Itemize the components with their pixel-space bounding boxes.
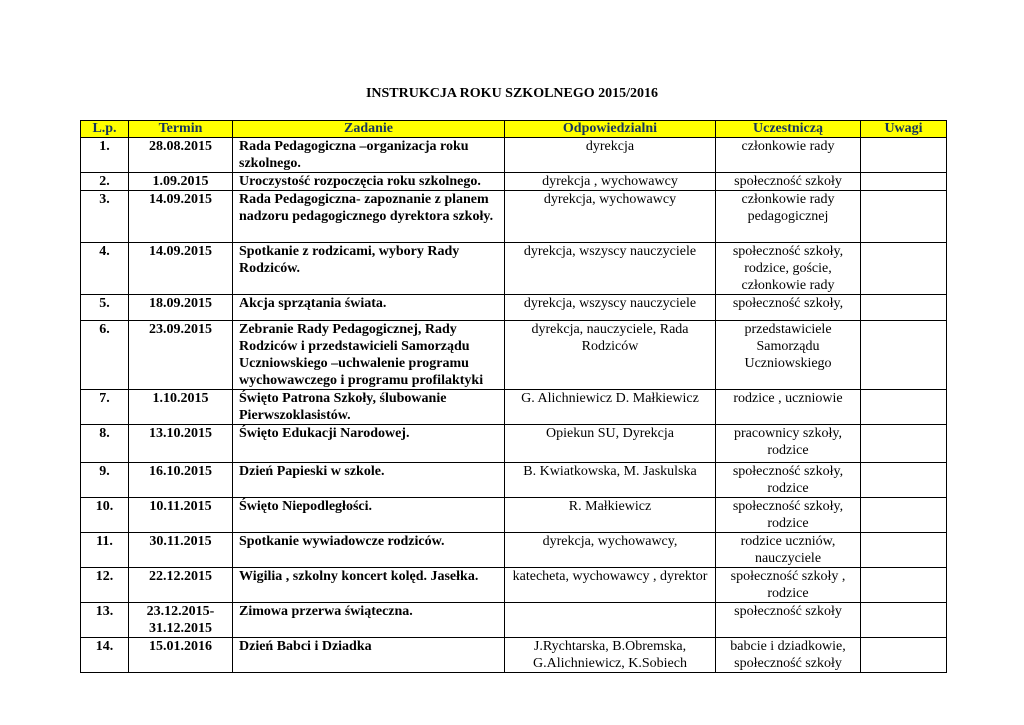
table-row: [81, 463, 947, 498]
cell-term: 28.08.2015: [129, 138, 233, 173]
cell-task: Spotkanie z rodzicami, wybory Rady Rodziców.: [233, 243, 505, 295]
cell-resp: [505, 603, 716, 638]
cell-lp: 8.: [81, 425, 129, 463]
cell-resp: katecheta, wychowawcy , dyrektor: [505, 568, 716, 603]
header-notes: Uwagi: [861, 121, 947, 138]
cell-lp: 5.: [81, 295, 129, 321]
cell-notes: [861, 638, 947, 673]
cell-task: Wigilia , szkolny koncert kolęd. Jasełka.: [233, 568, 505, 603]
cell-part: społeczność szkoły,: [716, 295, 861, 321]
cell-lp: 12.: [81, 568, 129, 603]
table-row: [81, 138, 947, 173]
cell-part: rodzice , uczniowie: [716, 390, 861, 425]
cell-notes: [861, 321, 947, 390]
cell-notes: [861, 243, 947, 295]
cell-resp: dyrekcja , wychowawcy: [505, 173, 716, 191]
cell-resp: dyrekcja, wszyscy nauczyciele: [505, 243, 716, 295]
table-row: [81, 243, 947, 295]
cell-term: 23.09.2015: [129, 321, 233, 390]
cell-part: rodzice uczniów, nauczyciele: [716, 533, 861, 568]
document-title: INSTRUKCJA ROKU SZKOLNEGO 2015/2016: [365, 86, 659, 101]
cell-resp: dyrekcja, wszyscy nauczyciele: [505, 295, 716, 321]
cell-notes: [861, 463, 947, 498]
cell-part: społeczność szkoły, rodzice: [716, 498, 861, 533]
cell-term: 15.01.2016: [129, 638, 233, 673]
cell-task: Dzień Babci i Dziadka: [233, 638, 505, 673]
table-row: [81, 498, 947, 533]
cell-lp: 4.: [81, 243, 129, 295]
cell-notes: [861, 568, 947, 603]
cell-notes: [861, 425, 947, 463]
cell-part: społeczność szkoły , rodzice: [716, 568, 861, 603]
header-term: Termin: [129, 121, 233, 138]
cell-term: 10.11.2015: [129, 498, 233, 533]
cell-part: społeczność szkoły, rodzice, goście, członkowie rady: [716, 243, 861, 295]
table-row: [81, 533, 947, 568]
cell-part: babcie i dziadkowie, społeczność szkoły: [716, 638, 861, 673]
table-row: [81, 568, 947, 603]
cell-notes: [861, 173, 947, 191]
table-row: [81, 425, 947, 463]
table-row: [81, 603, 947, 638]
cell-task: Święto Patrona Szkoły, ślubowanie Pierwszoklasistów.: [233, 390, 505, 425]
cell-term: 1.10.2015: [129, 390, 233, 425]
cell-part: członkowie rady pedagogicznej: [716, 191, 861, 243]
table-row: [81, 390, 947, 425]
cell-task: Dzień Papieski w szkole.: [233, 463, 505, 498]
cell-part: społeczność szkoły: [716, 173, 861, 191]
cell-lp: 1.: [81, 138, 129, 173]
cell-resp: dyrekcja, nauczyciele, Rada Rodziców: [505, 321, 716, 390]
cell-notes: [861, 533, 947, 568]
cell-part: członkowie rady: [716, 138, 861, 173]
cell-resp: dyrekcja: [505, 138, 716, 173]
cell-term: 30.11.2015: [129, 533, 233, 568]
cell-part: społeczność szkoły: [716, 603, 861, 638]
cell-lp: 11.: [81, 533, 129, 568]
cell-task: Akcja sprzątania świata.: [233, 295, 505, 321]
table-row: [81, 638, 947, 673]
cell-task: Zimowa przerwa świąteczna.: [233, 603, 505, 638]
cell-notes: [861, 191, 947, 243]
table-row: [81, 295, 947, 321]
cell-term: 14.09.2015: [129, 243, 233, 295]
cell-resp: R. Małkiewicz: [505, 498, 716, 533]
cell-resp: Opiekun SU, Dyrekcja: [505, 425, 716, 463]
cell-lp: 14.: [81, 638, 129, 673]
schedule-table: [80, 120, 947, 673]
cell-lp: 2.: [81, 173, 129, 191]
cell-term: 23.12.2015- 31.12.2015: [129, 603, 233, 638]
header-resp: Odpowiedzialni: [505, 121, 716, 138]
cell-term: 18.09.2015: [129, 295, 233, 321]
cell-lp: 6.: [81, 321, 129, 390]
cell-task: Święto Edukacji Narodowej.: [233, 425, 505, 463]
cell-notes: [861, 603, 947, 638]
cell-resp: dyrekcja, wychowawcy: [505, 191, 716, 243]
cell-task: Spotkanie wywiadowcze rodziców.: [233, 533, 505, 568]
header-task: Zadanie: [233, 121, 505, 138]
table-row: [81, 173, 947, 191]
cell-notes: [861, 138, 947, 173]
cell-part: społeczność szkoły, rodzice: [716, 463, 861, 498]
cell-term: 13.10.2015: [129, 425, 233, 463]
cell-lp: 7.: [81, 390, 129, 425]
cell-notes: [861, 390, 947, 425]
header-lp: L.p.: [81, 121, 129, 138]
cell-lp: 13.: [81, 603, 129, 638]
header-part: Uczestniczą: [716, 121, 861, 138]
cell-task: Rada Pedagogiczna –organizacja roku szkolnego.: [233, 138, 505, 173]
cell-notes: [861, 498, 947, 533]
cell-part: przedstawiciele Samorządu Uczniowskiego: [716, 321, 861, 390]
cell-lp: 3.: [81, 191, 129, 243]
cell-task: Uroczystość rozpoczęcia roku szkolnego.: [233, 173, 505, 191]
cell-term: 14.09.2015: [129, 191, 233, 243]
cell-term: 1.09.2015: [129, 173, 233, 191]
cell-resp: G. Alichniewicz D. Małkiewicz: [505, 390, 716, 425]
header-row: [81, 121, 947, 138]
cell-resp: dyrekcja, wychowawcy,: [505, 533, 716, 568]
cell-term: 16.10.2015: [129, 463, 233, 498]
table-row: [81, 321, 947, 390]
cell-task: Święto Niepodległości.: [233, 498, 505, 533]
cell-notes: [861, 295, 947, 321]
cell-resp: B. Kwiatkowska, M. Jaskulska: [505, 463, 716, 498]
cell-task: Rada Pedagogiczna- zapoznanie z planem nadzoru pedagogicznego dyrektora szkoły.: [233, 191, 505, 243]
cell-resp: J.Rychtarska, B.Obremska, G.Alichniewicz, K.Sobiech: [505, 638, 716, 673]
cell-part: pracownicy szkoły, rodzice: [716, 425, 861, 463]
cell-task: Zebranie Rady Pedagogicznej, Rady Rodziców i przedstawicieli Samorządu Uczniowskiego –uchwalenie programu wychowawczego i programu profilaktyki: [233, 321, 505, 390]
cell-lp: 10.: [81, 498, 129, 533]
cell-term: 22.12.2015: [129, 568, 233, 603]
table-row: [81, 191, 947, 243]
cell-lp: 9.: [81, 463, 129, 498]
